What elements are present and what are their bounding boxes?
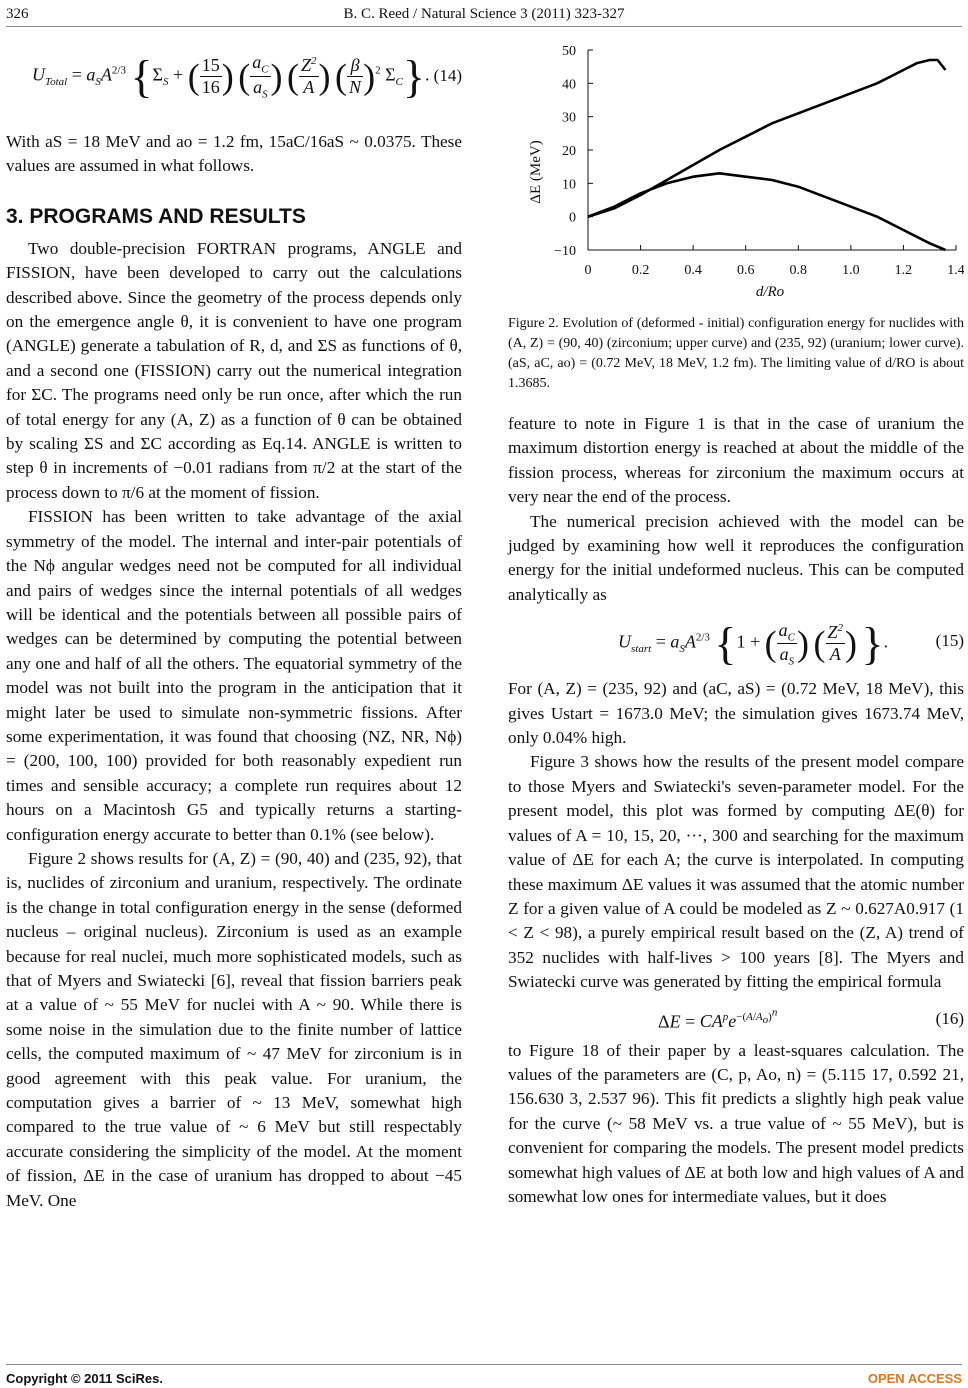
equation-16 [508,995,964,1039]
y-tick-label: −10 [554,244,576,259]
figure-2-caption: Figure 2. Evolution of (deformed - initial) configuration energy for nuclides with (A, Z) = (90, 40) (zirconium; upper curve) and (235, 92) (uranium; lower curve). (aS, aC, ao) = (0.72 MeV, 18 MeV, 1.2 fm). The limiting value of d/RO is about 1.3685. [508,316,964,391]
paragraph-figure3: Figure 3 shows how the results of the present model compare to those Myers and Swiatecki's seven-parameter model. For the present model, this plot was formed by computing ΔE(θ) for values of A = 10, 15, 20, ···, 300 and searching for the maximum value of ΔE for each A; the curve is interpolated. In computing these maximum ΔE values it was assumed that the atomic number Z for a given value of A could be modeled as Z ~ 0.627A0.917 (1 < Z < 98), a purely empirical result based on the (Z, A) trend of 352 nuclides with half-lives > 100 years [8]. The Myers and Swiatecki curve was generated by fitting the empirical formula [508,752,964,992]
chart-axes [588,50,956,250]
open-access-badge: OPEN ACCESS [867,1371,962,1386]
page-header [6,6,962,27]
paragraph-fit: to Figure 18 of their paper by a least-squares calculation. The values of the parameters are (C, p, Ao, n) = (5.115 17, 0.592 21, 156.630 3, 2.537 96). This fit predicts a slightly high peak value for the curve (~ 58 MeV vs. a true value of ~ 55 MeV), but is convenient for comparing the models. The present model predicts somewhat high values of ΔE at both low and high values of A and somewhat low ones for intermediate values, but it does [508,1040,964,1206]
chart-ticks [554,44,964,278]
equation-16-number: (16) [935,1008,964,1028]
equation-15 [508,607,964,677]
y-tick-label: 30 [562,110,576,126]
equation-14 [6,30,462,126]
paragraph-programs: Two double-precision FORTRAN programs, ANGLE and FISSION, have been developed to carry out the calculations described above. Since the geometry of the process depends only on the emergence angle θ, it is convenient to have one program (ANGLE) generate a tabulation of R, d, and ΣS as functions of θ, and a second one (FISSION) carry out the numerical integration for ΣC. The programs need only be run once, after which the run of total energy for any (A, Z) as a function of θ can be obtained by scaling ΣS and ΣC according as Eq.14. ANGLE is written to step θ in increments of −0.01 radians from π/2 at the start of the process down to π/6 at the moment of fission. [6,238,462,502]
equation-15-body: $U_{start} = a_SA^{2/3}$ {1 + ( $\frac{a_C}{a_S}$ ) ( $\frac{Z^2}{A}$ ) }. [618,618,889,670]
running-title: B. C. Reed / Natural Science 3 (2011) 323-327 [343,6,625,22]
paragraph-constants: With aS = 18 MeV and ao = 1.2 fm, 15aC/16aS ~ 0.0375. These values are assumed in what follows. [6,132,462,176]
left-column [6,30,462,1213]
page-footer [6,1364,962,1387]
paragraph-fission: FISSION has been written to take advantage of the axial symmetry of the model. The internal and inter-pair potentials of the Nϕ angular wedges need not be computed for all individual and pairs of wedges since the internal potentials of all wedges will be identical and the potentials between all possible pairs of wedges can be determined by computing the potential between any one and half of all the others. The equatorial symmetry of the model was not built into the program in the anticipation that it might later be used to simulate non-symmetric fissions. After some experimentation, it was found that choosing (NZ, NR, Nϕ) = (200, 100, 100) provided for both reasonably expedient run times and sensible accuracy; a complete run requires about 12 hours on a Macintosh G5 and typically returns a starting-configuration energy accurate to better than 0.1% (see below). [6,507,462,844]
series-uranium-line [588,173,946,250]
figure-2-svg [508,30,964,300]
y-tick-label: 50 [562,44,576,59]
x-tick-label: 0.8 [789,263,808,278]
x-tick-label: 0 [584,263,592,278]
x-tick-label: 0.4 [684,263,702,278]
chart-series [588,60,946,250]
page-number: 326 [6,6,29,22]
y-tick-label: 10 [562,177,576,193]
section-heading: 3. PROGRAMS AND RESULTS [6,204,306,228]
chart-y-label: ΔE (MeV) [528,140,544,204]
x-tick-label: 1.4 [947,263,964,278]
paragraph-figure2-results: Figure 2 shows results for (A, Z) = (90, 40) and (235, 92), that is, nuclides of zirconium and uranium, respectively. The ordinate is the change in total configuration energy in the sense (deformed nucleus – original nucleus). Zirconium is used as an example because for real nuclei, much more sophisticated models, such as that of Myers and Swiatecki [6], reveal that fission barriers peak at a value of ~ 55 MeV for nuclei with A ~ 90. While there is some noise in the simulation due to the finite number of lattice cells, the computed maximum of ~ 47 MeV for zirconium is in good agreement with this peak value. For uranium, the computation gives a barrier of ~ 13 MeV, somewhat high compared to the true value of ~ 6 MeV but still respectably accurate considering the simplicity of the model. At the moment of fission, ΔE in the case of uranium has dropped to about −45 MeV. One [6,848,462,1210]
paragraph-feature: feature to note in Figure 1 is that in the case of uranium the maximum distortion energy is reached at about the middle of the fission process, whereas for zirconium the maximum occurs at very near the end of the process. [508,414,964,507]
equation-14-body: $U_{Total} = a_SA^{2/3}$ {$\Sigma_S$ + ( $\frac{15}{16}$ ) ( $\frac{a_C}{a_S}$ ) ( $\frac{Z^2}{A}$ ) ( $\frac{\beta}{N}$ )$^2$ $\Sigma_C$}. [32,51,430,102]
y-tick-label: 40 [562,77,576,93]
x-tick-label: 0.2 [631,263,650,278]
figure-2-chart [508,30,964,300]
y-tick-label: 0 [569,210,576,226]
equation-16-body: $\Delta E = CA^pe^{-(A/A_o)^n}$ [658,1006,778,1032]
paragraph-ustart: For (A, Z) = (235, 92) and (aC, aS) = (0.72 MeV, 18 MeV), this gives Ustart = 1673.0 MeV; the simulation gives 1673.74 MeV, only 0.04% high. [508,679,964,748]
equation-14-number: (14) [433,66,462,85]
copyright: Copyright © 2011 SciRes. [6,1371,163,1386]
x-tick-label: 1.2 [894,263,913,278]
y-tick-label: 20 [562,144,576,159]
right-column [508,30,964,1209]
chart-x-label: d/Ro [755,284,785,300]
equation-15-number: (15) [935,631,964,651]
paragraph-precision: The numerical precision achieved with the model can be judged by examining how well it reproduces the configuration energy for the initial undeformed nucleus. This can be computed analytically as [508,511,964,604]
x-tick-label: 0.6 [736,263,755,278]
x-tick-label: 1.0 [842,263,860,278]
